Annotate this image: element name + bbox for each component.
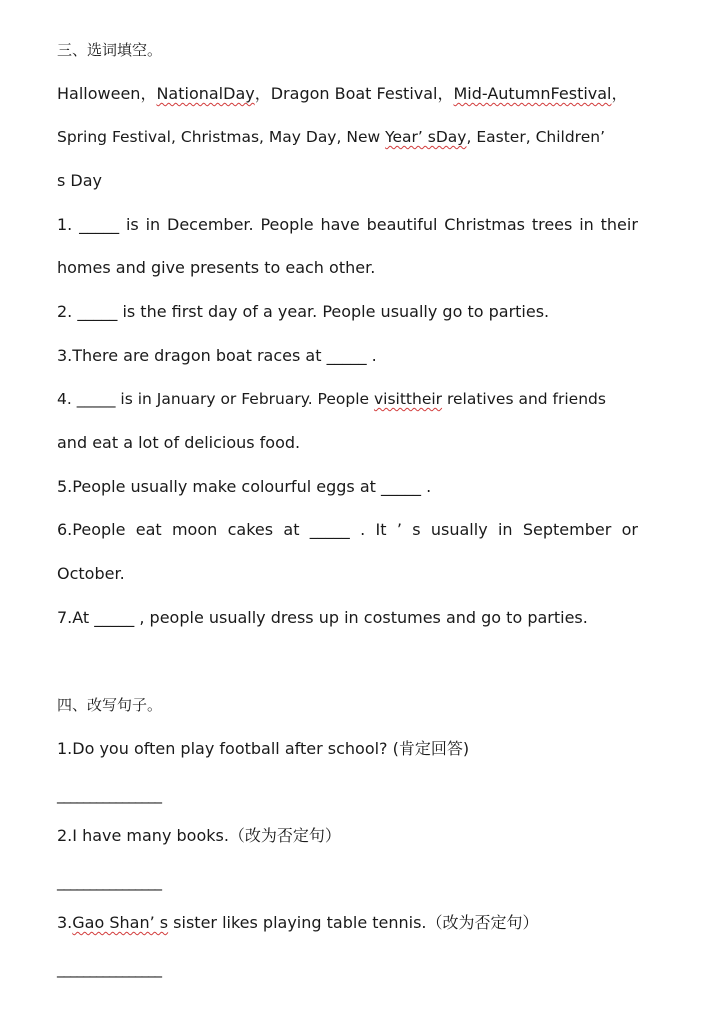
word-childrens-day: Children’ xyxy=(535,128,605,146)
rewrite-question-1: 1.Do you often play football after school? (肯定回答) xyxy=(57,739,470,758)
word-mid-autumn-festival: Mid-AutumnFestival xyxy=(453,84,612,103)
question-5: 5.People usually make colourful eggs at _____ . xyxy=(57,477,432,496)
word: December. xyxy=(167,215,254,234)
word: in xyxy=(145,215,161,234)
question-6-line-1 xyxy=(57,519,638,541)
separator: , xyxy=(259,128,264,146)
word-halloween: Halloween xyxy=(57,84,141,103)
word: is xyxy=(125,215,139,234)
word-easter: Easter xyxy=(476,128,526,146)
word: usually xyxy=(430,520,488,539)
word: Christmas xyxy=(444,215,525,234)
answer-line-2[interactable]: ________________ xyxy=(57,873,161,891)
question-4-end: relatives and friends xyxy=(442,390,606,408)
answer-blank: _____ xyxy=(309,520,350,539)
separator: ， xyxy=(611,84,628,103)
word: 1. xyxy=(57,215,73,234)
answer-blank: _____ xyxy=(79,215,120,234)
word-spring-festival: Spring Festival xyxy=(57,128,171,146)
section3-heading: 三、选词填空。 xyxy=(57,41,163,59)
word: in xyxy=(497,520,513,539)
question-4-misspelled: visittheir xyxy=(373,390,443,408)
word: eat xyxy=(135,520,162,539)
question-number: 3. xyxy=(57,913,73,932)
separator: ， xyxy=(437,84,454,103)
word: s xyxy=(412,520,421,539)
question-rest: sister likes playing table tennis.（改为否定句） xyxy=(168,913,539,932)
rewrite-question-2: 2.I have many books.（改为否定句） xyxy=(57,826,341,845)
word-new-years-day: Year’ sDay xyxy=(385,128,467,146)
answer-line-1[interactable]: ________________ xyxy=(57,786,161,804)
word: It xyxy=(375,520,387,539)
word: ’ xyxy=(396,520,402,539)
word: cakes xyxy=(227,520,274,539)
question-1-line-1 xyxy=(57,214,638,236)
word-christmas: Christmas xyxy=(180,128,260,146)
word-bank-line-1 xyxy=(57,83,638,105)
question-2: 2. _____ is the first day of a year. People usually go to parties. xyxy=(57,302,550,321)
separator: , xyxy=(466,128,472,146)
word: their xyxy=(600,215,638,234)
word: in xyxy=(579,215,594,234)
word: at xyxy=(283,520,300,539)
word: 6.People xyxy=(57,520,126,539)
question-4-line-1 xyxy=(57,388,638,410)
word: trees xyxy=(531,215,573,234)
word: September xyxy=(522,520,612,539)
question-6-line-2: October. xyxy=(57,564,125,583)
word-national-day: NationalDay xyxy=(156,84,255,103)
section4-heading: 四、改写句子。 xyxy=(57,696,163,714)
rewrite-question-3 xyxy=(57,912,638,934)
word-new-prefix: New xyxy=(346,128,386,146)
separator: ， xyxy=(254,84,271,103)
word-dragon-boat-festival: Dragon Boat Festival xyxy=(270,84,438,103)
separator: , xyxy=(525,128,531,146)
word: have xyxy=(320,215,360,234)
word: People xyxy=(260,215,314,234)
separator: , xyxy=(171,128,176,146)
question-1-line-2: homes and give presents to each other. xyxy=(57,258,376,277)
question-7: 7.At _____ , people usually dress up in costumes and go to parties. xyxy=(57,608,588,627)
word: beautiful xyxy=(366,215,438,234)
separator: , xyxy=(336,128,342,146)
word-bank-line-2 xyxy=(57,126,638,148)
question-4-start: 4. _____ is in January or February. People xyxy=(57,390,374,408)
answer-line-3[interactable]: ________________ xyxy=(57,960,161,978)
word-may-day: May Day xyxy=(268,128,337,146)
question-3: 3.There are dragon boat races at _____ . xyxy=(57,346,377,365)
word-bank-line-3: s Day xyxy=(57,171,103,190)
word: moon xyxy=(171,520,218,539)
separator: ， xyxy=(140,84,157,103)
word: or xyxy=(621,520,638,539)
misspelled-name: Gao Shan’ s xyxy=(72,913,169,932)
question-4-line-2: and eat a lot of delicious food. xyxy=(57,433,301,452)
word: . xyxy=(360,520,366,539)
